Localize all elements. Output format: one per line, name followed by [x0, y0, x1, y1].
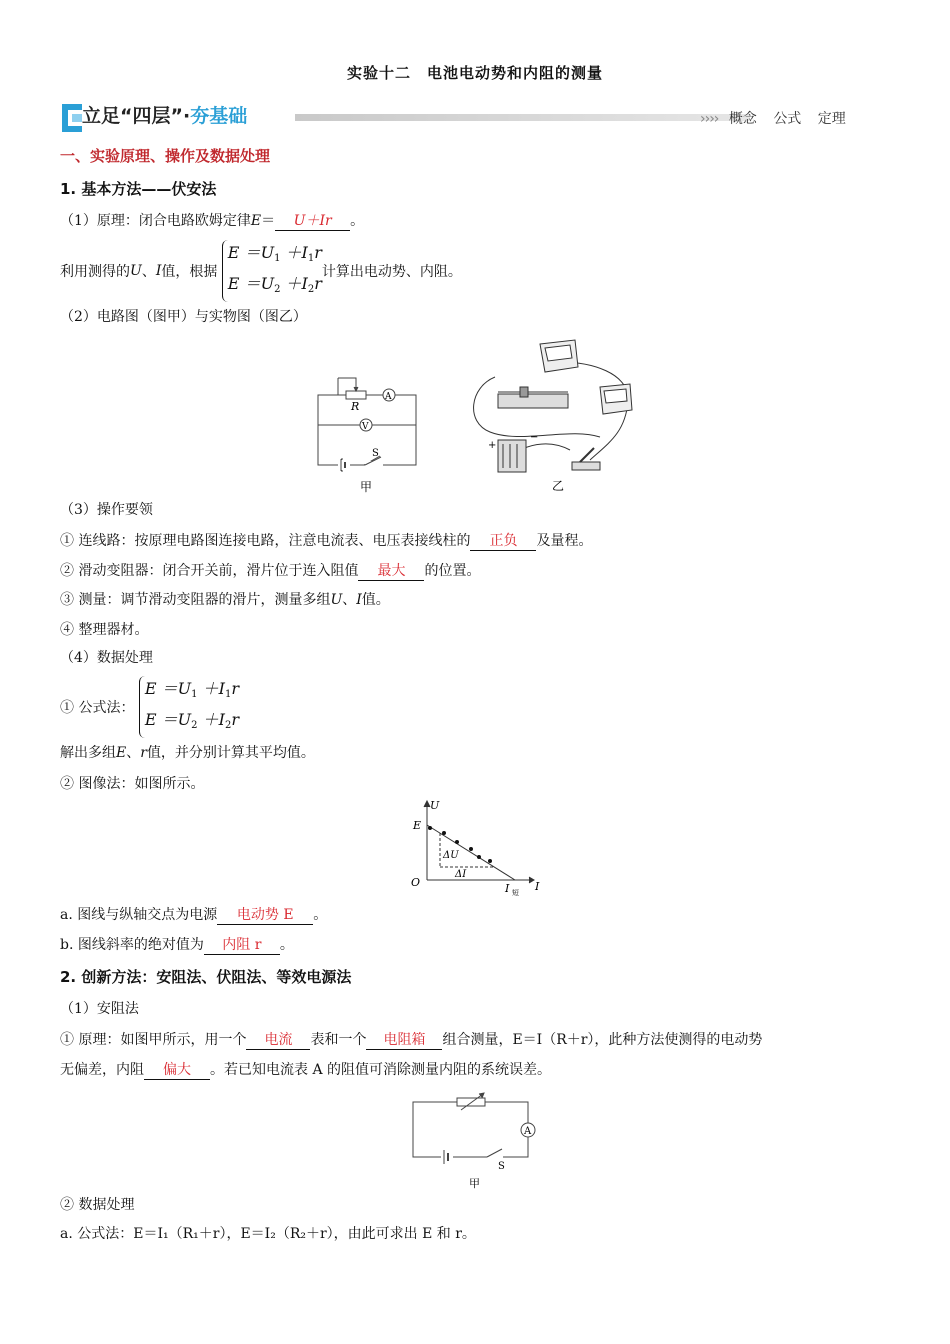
graph-point-b: b. 图线斜率的绝对值为 内阻 r 。 [60, 934, 294, 955]
svg-text:+: + [488, 440, 497, 451]
tag-theorem: 定理 [817, 111, 846, 127]
svg-text:甲: 甲 [469, 1177, 480, 1190]
banner-title: 立足“四层”·夯基础 [82, 105, 248, 127]
graph-method-line: ② 图像法：如图所示。 [60, 776, 205, 792]
svg-text:A: A [524, 1126, 532, 1137]
equation-system-2: $E =U_1 +I_1r$ $E =U_2 +I_2r$ [139, 676, 239, 738]
operation-step-3: ③ 测量：调节滑动变阻器的滑片，测量多组U、I值。 [60, 592, 390, 608]
svg-text:甲: 甲 [360, 480, 373, 494]
circuit-diagram-jia [310, 370, 430, 495]
operation-step-4: ④ 整理器材。 [60, 622, 149, 638]
operation-step-2: ② 滑动变阻器：闭合开关前，滑片位于连入阻值 最大 的位置。 [60, 560, 480, 581]
banner-bar [295, 114, 750, 121]
banner-tags [700, 108, 846, 128]
svg-text:S: S [372, 448, 379, 459]
svg-text:I: I [535, 880, 540, 893]
principle-line: （1）原理：闭合电路欧姆定律E＝ U＋Ir 。 [60, 210, 364, 231]
svg-text:−: − [530, 432, 539, 443]
heading-basic-method: 1. 基本方法——伏安法 [60, 180, 217, 198]
chevrons-icon: ›››› [700, 111, 719, 127]
ammeter-method-heading: （1）安阻法 [60, 1001, 139, 1017]
figure-caption-line: （2）电路图（图甲）与实物图（图乙） [60, 309, 307, 325]
banner-bracket-icon [60, 102, 84, 134]
formula-line-last: a. 公式法：E＝I₁（R₁＋r），E＝I₂（R₂＋r），由此可求出 E 和 r。 [60, 1226, 476, 1242]
section-banner [60, 100, 860, 134]
svg-text:O: O [411, 876, 421, 889]
u-i-graph [405, 795, 550, 900]
solve-line: 解出多组E、r值，并分别计算其平均值。 [60, 745, 315, 761]
svg-text:短: 短 [512, 889, 519, 897]
data-processing-heading: （4）数据处理 [60, 650, 153, 666]
answer-blank-larger: 偏大 [144, 1059, 210, 1080]
svg-text:E: E [413, 819, 422, 832]
answer-blank-current: 电流 [246, 1029, 310, 1050]
answer-blank-emf: 电动势 E [217, 904, 313, 925]
svg-text:ΔU: ΔU [443, 850, 459, 861]
svg-text:V: V [362, 422, 369, 432]
apparatus-illustration-yi [460, 332, 640, 494]
formula-method-line: ① 公式法： $E =U_1 +I_1r$ $E =U_2 +I_2r$ [60, 676, 239, 738]
answer-blank-resistance: 内阻 r [204, 934, 280, 955]
svg-text:R: R [351, 400, 360, 413]
svg-text:U: U [430, 799, 440, 812]
tag-concept: 概念 [728, 111, 757, 127]
answer-blank-polarity: 正负 [470, 530, 536, 551]
operation-heading: （3）操作要领 [60, 502, 153, 518]
ammeter-principle-line-2: 无偏差，内阻 偏大 。若已知电流表 A 的阻值可消除测量内阻的系统误差。 [60, 1059, 551, 1080]
graph-point-a: a. 图线与纵轴交点为电源 电动势 E 。 [60, 904, 327, 925]
operation-step-1: ① 连线路：按原理电路图连接电路，注意电流表、电压表接线柱的 正负 及量程。 [60, 530, 592, 551]
answer-blank-principle: U＋Ir [275, 210, 350, 231]
heading-innovative-method: 2. 创新方法：安阻法、伏阻法、等效电源法 [60, 968, 352, 986]
equation-system-1: $E =U_1 +I_1r$ $E =U_2 +I_2r$ [222, 240, 322, 302]
svg-text:S: S [498, 1161, 505, 1172]
page-title: 实验十二 电池电动势和内阻的测量 [346, 64, 603, 82]
section-heading-1: 一、实验原理、操作及数据处理 [60, 147, 271, 165]
svg-text:I: I [505, 882, 510, 895]
answer-blank-max: 最大 [358, 560, 424, 581]
data-processing-2: ② 数据处理 [60, 1197, 135, 1213]
svg-text:A: A [385, 392, 392, 402]
svg-text:乙: 乙 [552, 479, 565, 493]
svg-text:ΔI: ΔI [455, 869, 467, 880]
ammeter-circuit-diagram [405, 1090, 545, 1190]
equation-system-line: 利用测得的U、I值，根据 $E =U_1 +I_1r$ $E =U_2 +I_2r$计算出电动势、内阻。 [60, 240, 462, 302]
tag-formula: 公式 [773, 111, 802, 127]
ammeter-principle-line-1: ① 原理：如图甲所示，用一个 电流 表和一个 电阻箱 组合测量，E＝I（R＋r），此种方法使测得的电动势 [60, 1029, 762, 1050]
answer-blank-box: 电阻箱 [366, 1029, 442, 1050]
